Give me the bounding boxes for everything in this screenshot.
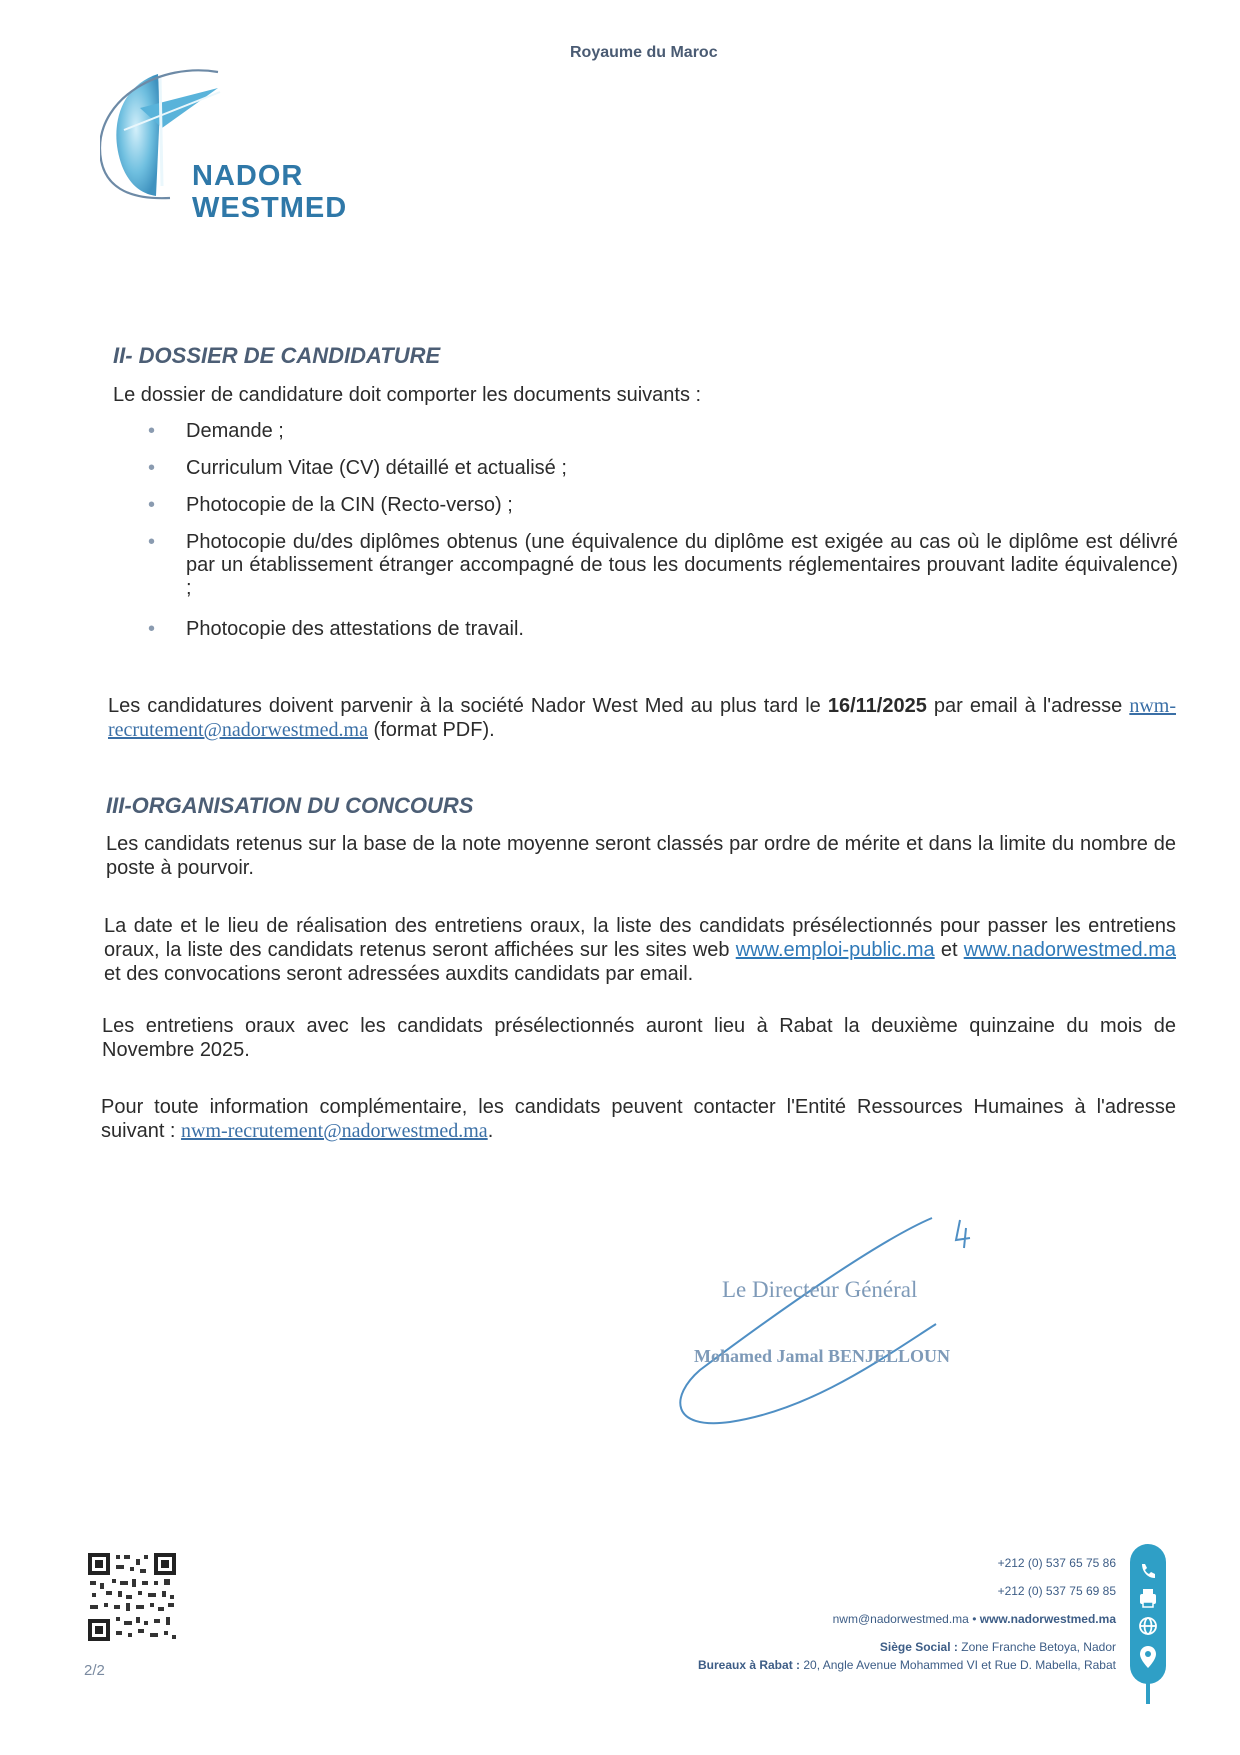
signatory-name: Mohamed Jamal BENJELLOUN bbox=[694, 1346, 951, 1366]
deadline-paragraph: Les candidatures doivent parvenir à la société Nador West Med au plus tard le 16/11/2025 par email à l'adresse nwm-recrutement@nadorwestmed.ma (format PDF). bbox=[108, 695, 1176, 741]
emploi-public-link[interactable]: www.emploi-public.ma bbox=[735, 939, 935, 961]
list-item: • Photocopie des attestations de travail. bbox=[148, 618, 1178, 641]
logo-line2: WESTMED bbox=[192, 192, 348, 224]
signatory-role: Le Directeur Général bbox=[722, 1277, 918, 1302]
nadorwestmed-link[interactable]: www.nadorwestmed.ma bbox=[963, 939, 1177, 961]
organisation-p1: Les candidats retenus sur la base de la note moyenne seront classés par ordre de mérite et dans la limite du nombre de poste à pourvoir. bbox=[106, 833, 1176, 879]
list-item: • Photocopie de la CIN (Recto-verso) ; bbox=[148, 494, 1178, 517]
hr-email-link[interactable]: nwm-recrutement@nadorwestmed.ma bbox=[181, 1120, 488, 1142]
footer-email[interactable]: nwm@nadorwestmed.ma bbox=[832, 1612, 969, 1626]
company-logo bbox=[100, 68, 430, 228]
documents-list bbox=[148, 420, 1178, 655]
footer-fax: +212 (0) 537 75 69 85 bbox=[997, 1584, 1116, 1598]
dossier-intro: Le dossier de candidature doit comporter les documents suivants : bbox=[113, 384, 702, 406]
footer-hq: Siège Social : Zone Franche Betoya, Nador bbox=[879, 1640, 1116, 1654]
page-number: 2/2 bbox=[84, 1662, 105, 1679]
recruitment-email-link[interactable]: nwm-recrutement@nadorwestmed.ma bbox=[108, 695, 1176, 741]
footer-rabat: Bureaux à Rabat : 20, Angle Avenue Mohammed VI et Rue D. Mabella, Rabat bbox=[697, 1658, 1116, 1672]
contact-icon-bar bbox=[1128, 1542, 1168, 1704]
deadline-date: 16/11/2025 bbox=[827, 695, 927, 717]
list-item: • Demande ; bbox=[148, 420, 1178, 443]
footer-web: nwm@nadorwestmed.ma • www.nadorwestmed.ma bbox=[832, 1612, 1116, 1626]
section-title-dossier: II- DOSSIER DE CANDIDATURE bbox=[113, 343, 441, 368]
list-item: • Photocopie du/des diplômes obtenus (une équivalence du diplôme est exigée au cas où le diplôme est délivré par un établissement étranger accompagné de tous les documents réglementaires prouvant ladite équivalence) ; bbox=[148, 531, 1178, 600]
list-item: • Curriculum Vitae (CV) détaillé et actualisé ; bbox=[148, 457, 1178, 480]
signature-stroke-icon bbox=[660, 1200, 990, 1440]
qr-code-icon bbox=[86, 1551, 178, 1643]
footer-phone: +212 (0) 537 65 75 86 bbox=[997, 1556, 1116, 1570]
organisation-p4: Pour toute information complémentaire, les candidats peuvent contacter l'Entité Ressources Humaines à l'adresse suivant : nwm-recrutement@nadorwestmed.ma. bbox=[101, 1096, 1176, 1142]
organisation-p2: La date et le lieu de réalisation des entretiens oraux, la liste des candidats présélectionnés pour passer les entretiens oraux, la liste des candidats retenus seront affichées sur les sites web www.emploi-public.ma et www.nadorwestmed.ma et des convocations seront adressées auxdits candidats par email. bbox=[104, 915, 1177, 985]
logo-line1: NADOR bbox=[192, 160, 304, 192]
organisation-p3: Les entretiens oraux avec les candidats présélectionnés auront lieu à Rabat la deuxième quinzaine du mois de Novembre 2025. bbox=[102, 1015, 1176, 1061]
kingdom-header: Royaume du Maroc bbox=[570, 44, 718, 61]
section-title-organisation: III-ORGANISATION DU CONCOURS bbox=[106, 793, 474, 818]
footer-website[interactable]: www.nadorwestmed.ma bbox=[979, 1612, 1116, 1626]
